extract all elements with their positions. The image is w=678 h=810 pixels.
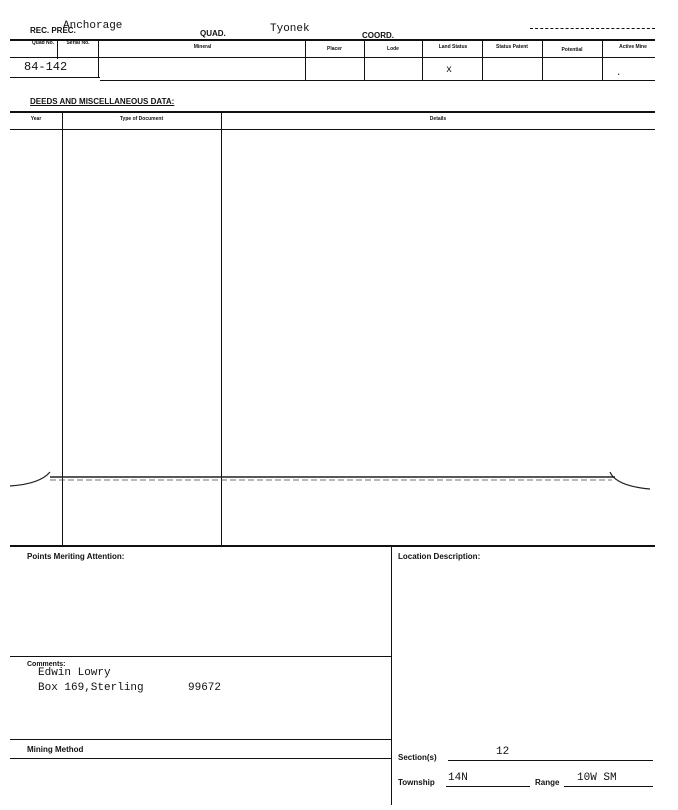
coord-label: COORD. — [362, 31, 394, 40]
col-header-quad-no: Quad No. — [31, 40, 55, 46]
col-header-year: Year — [30, 116, 42, 122]
mining-method-label: Mining Method — [27, 745, 84, 754]
page-splice-mark — [0, 468, 678, 496]
comments-rule — [10, 656, 391, 657]
claim-col-divider-8 — [602, 41, 603, 80]
range-label: Range — [535, 778, 560, 787]
comments-zip: 99672 — [188, 682, 222, 694]
serial-number-value: 84-142 — [24, 60, 68, 74]
col-header-status-patent: Status Patent — [496, 44, 528, 50]
deeds-table-header-rule — [10, 129, 655, 130]
col-header-lode: Lode — [387, 46, 399, 52]
claim-table-bottom-rule-right — [100, 80, 655, 81]
comments-label: Comments: — [27, 661, 66, 668]
quad-value: Tyonek — [270, 23, 310, 35]
quad-label: QUAD. — [200, 29, 226, 38]
township-fill-line — [446, 786, 530, 787]
sections-label: Section(s) — [398, 753, 437, 762]
deeds-table-top-rule — [10, 111, 655, 113]
active-mine-mark: . — [616, 68, 622, 78]
claim-col-divider-6 — [482, 41, 483, 80]
col-header-mineral: Mineral — [193, 44, 212, 50]
claim-table-header-rule — [10, 57, 655, 58]
col-header-details: Details — [429, 116, 447, 122]
mining-method-rule — [10, 739, 391, 740]
range-value: 10W SM — [577, 772, 617, 784]
sections-value: 12 — [496, 746, 510, 758]
col-header-active-mine: Active Mine — [619, 44, 647, 50]
rec-prec-label: REC. PREC. — [30, 26, 76, 35]
location-description-label: Location Description: — [398, 552, 481, 561]
township-value: 14N — [448, 772, 468, 784]
claim-table-top-rule — [10, 39, 655, 41]
points-meriting-attention-label: Points Meriting Attention: — [27, 552, 125, 561]
col-header-land-status: Land Status — [438, 44, 468, 50]
mining-method-bottom-rule — [10, 758, 391, 759]
range-fill-line — [564, 786, 653, 787]
claim-col-divider-2 — [98, 39, 99, 77]
comments-line-name: Edwin Lowry — [38, 667, 111, 679]
claim-table-bottom-rule — [10, 77, 100, 78]
col-header-serial-no: Serial No. — [66, 40, 90, 46]
deeds-section-title: DEEDS AND MISCELLANEOUS DATA: — [30, 97, 175, 106]
comments-line-address: Box 169,Sterling — [38, 682, 144, 694]
claim-col-divider-5 — [422, 41, 423, 80]
lower-section-divider — [391, 545, 392, 805]
col-header-placer: Placer — [326, 46, 342, 52]
township-label: Township — [398, 778, 435, 787]
land-status-value: x — [446, 65, 453, 76]
coord-line — [530, 28, 655, 29]
col-header-potential: Potential — [561, 47, 583, 53]
rec-prec-value: Anchorage — [63, 20, 123, 32]
lower-section-top-rule — [10, 545, 655, 547]
sections-fill-line — [448, 760, 653, 761]
claim-col-divider-7 — [542, 41, 543, 80]
col-header-document-type: Type of Document — [119, 116, 164, 122]
